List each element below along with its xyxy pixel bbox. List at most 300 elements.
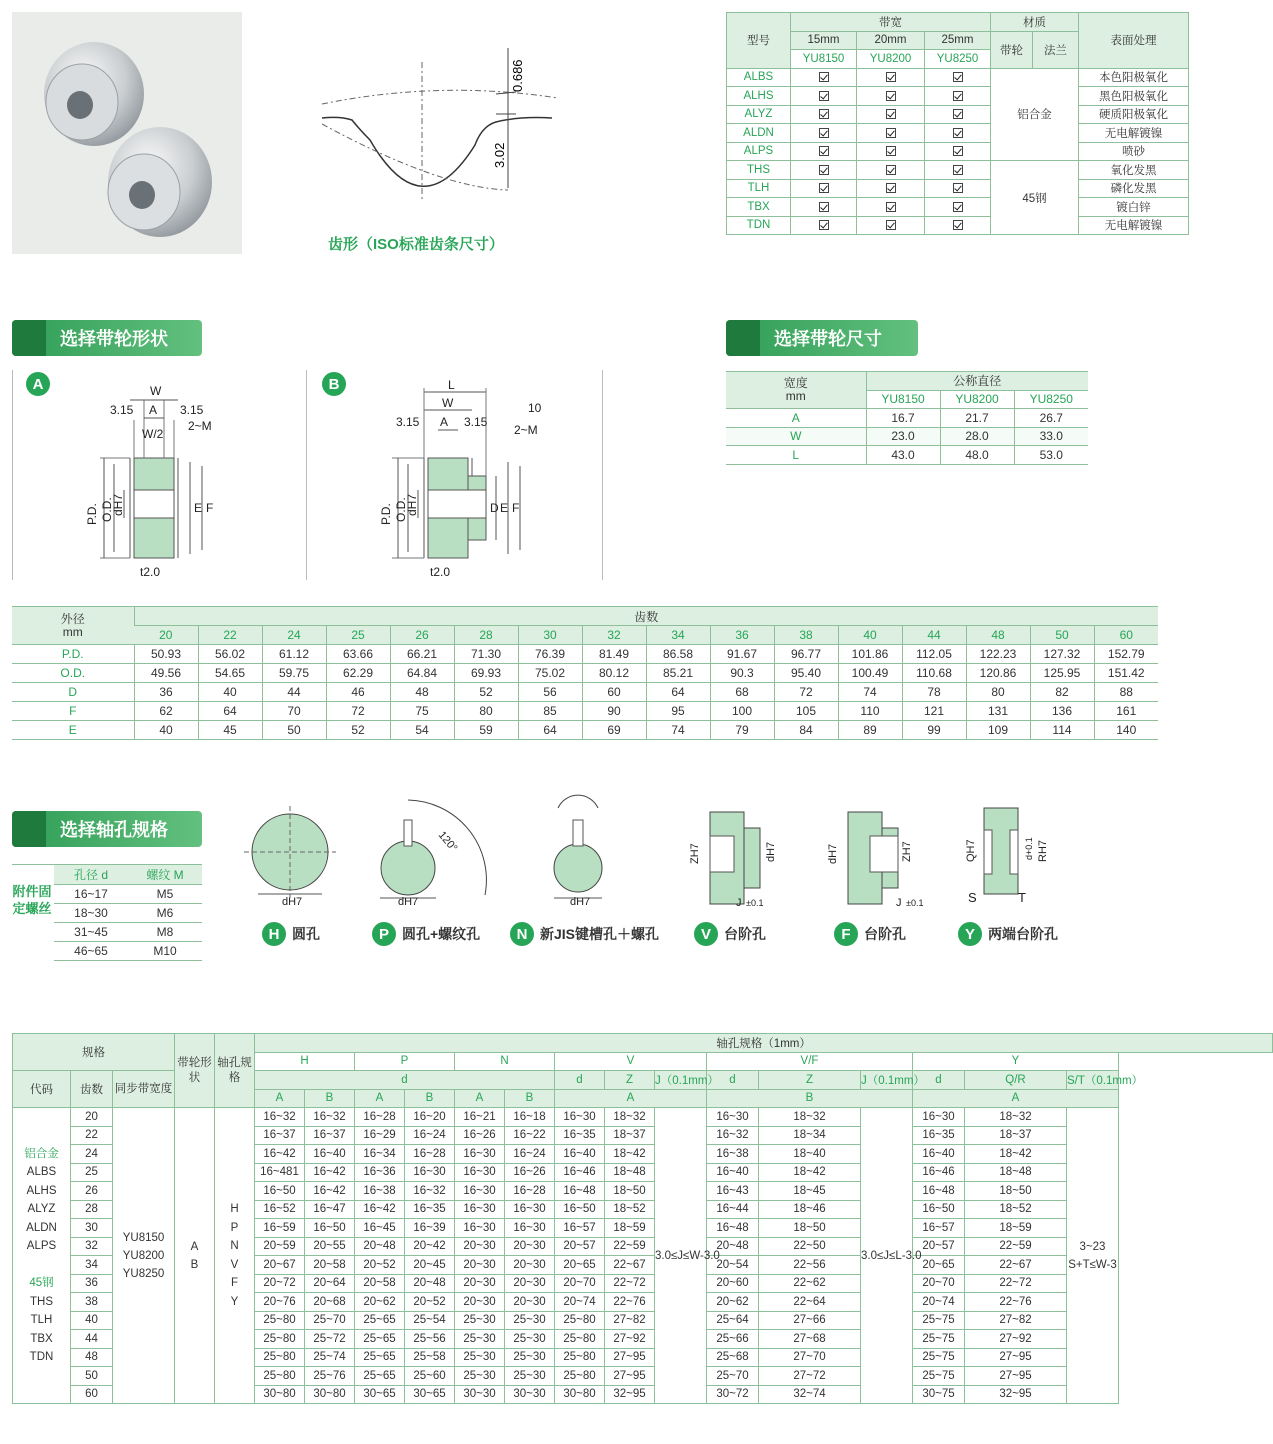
- spec-d-value: 20~72: [255, 1274, 305, 1293]
- spec-d-value: 25~80: [255, 1311, 305, 1330]
- teeth-value: 64: [646, 683, 710, 702]
- spec-group: H: [255, 1052, 355, 1071]
- spec-f-d: 16~40: [707, 1163, 759, 1182]
- size-th-width: [726, 372, 866, 409]
- teeth-value: 91.67: [710, 645, 774, 664]
- bolt-side-text: 附件固定螺丝: [12, 884, 52, 916]
- spec-th-z: Z: [759, 1071, 861, 1090]
- spec-y-d: 16~30: [913, 1108, 965, 1127]
- tooth-caption: 齿形（ISO标准齿条尺寸）: [328, 236, 504, 253]
- material-model: THS: [727, 161, 791, 180]
- spec-d-value: 25~30: [505, 1367, 555, 1386]
- bore-f-zh7: ZH7: [901, 841, 913, 862]
- spec-f-d: 20~62: [707, 1293, 759, 1312]
- spec-y-d: 20~57: [913, 1237, 965, 1256]
- dim-b-w: W: [442, 396, 454, 410]
- material-model: ALDN: [727, 124, 791, 143]
- teeth-value: 74: [646, 721, 710, 740]
- teeth-value: 56: [518, 683, 582, 702]
- material-check: [857, 124, 925, 143]
- bolt-row: [54, 903, 202, 922]
- spec-v-d: 16~40: [555, 1145, 605, 1164]
- teeth-value: 82: [1030, 683, 1094, 702]
- spec-v-z: 22~76: [605, 1293, 655, 1312]
- spec-f-d: 25~66: [707, 1330, 759, 1349]
- spec-d-value: 25~56: [405, 1330, 455, 1349]
- section-shape-label: 选择带轮形状: [60, 329, 168, 349]
- material-row: [727, 124, 1189, 143]
- bore-y-dd1: d+0.1: [1024, 837, 1034, 860]
- bolt-th-thread: 螺纹 M: [128, 865, 202, 884]
- spec-th-shape-ab: B: [305, 1089, 355, 1108]
- spec-th-group-shape: A: [913, 1089, 1119, 1108]
- tooth-profile-diagram: [300, 40, 560, 210]
- th-width-25: 25mm: [925, 31, 991, 50]
- spec-d-value: 20~68: [305, 1293, 355, 1312]
- spec-th-d: d: [913, 1071, 965, 1090]
- spec-d-value: 20~30: [505, 1237, 555, 1256]
- size-row: [726, 427, 1088, 446]
- spec-group: N: [455, 1052, 555, 1071]
- size-th-code-8250: YU8250: [1014, 390, 1088, 409]
- spec-code-line: 铝合金: [24, 1147, 59, 1160]
- teeth-value: 152.79: [1094, 645, 1158, 664]
- material-check: [925, 68, 991, 87]
- spec-v-z: 27~95: [605, 1348, 655, 1367]
- material-model: ALBS: [727, 68, 791, 87]
- dim-b-od: O.D.: [394, 497, 408, 522]
- dim-a-f: F: [206, 501, 214, 515]
- th-width-15: 15mm: [791, 31, 857, 50]
- th-model: 型号: [727, 13, 791, 69]
- spec-d-value: 20~59: [255, 1237, 305, 1256]
- check-icon: [886, 72, 896, 82]
- spec-y-qr: 22~72: [965, 1274, 1067, 1293]
- spec-d-value: 20~30: [455, 1237, 505, 1256]
- material-steel: 45钢: [991, 161, 1079, 235]
- spec-code-line: TDN: [29, 1351, 54, 1363]
- spec-th-shape-ab: B: [505, 1089, 555, 1108]
- spec-d-value: 25~72: [305, 1330, 355, 1349]
- spec-d-value: 16~30: [455, 1200, 505, 1219]
- spec-y-qr: 18~59: [965, 1219, 1067, 1238]
- spec-group: P: [355, 1052, 455, 1071]
- section-bore-label: 选择轴孔规格: [60, 820, 168, 840]
- spec-f-d: 16~44: [707, 1200, 759, 1219]
- dim-a-2m: 2~M: [188, 419, 212, 433]
- check-icon: [953, 202, 963, 212]
- check-icon: [953, 109, 963, 119]
- spec-v-z: 18~32: [605, 1108, 655, 1127]
- teeth-row: [12, 683, 1158, 702]
- spec-v-d: 20~65: [555, 1256, 605, 1275]
- material-al: 铝合金: [991, 68, 1079, 161]
- spec-f-z: 32~74: [759, 1385, 861, 1404]
- spec-d-value: 25~65: [355, 1348, 405, 1367]
- spec-y-qr: 18~37: [965, 1126, 1067, 1145]
- check-icon: [819, 109, 829, 119]
- spec-bore-line: Y: [230, 1295, 239, 1308]
- spec-y-qr: 18~32: [965, 1108, 1067, 1127]
- spec-d-value: 16~481: [255, 1163, 305, 1182]
- spec-f-d: 16~48: [707, 1219, 759, 1238]
- spec-th-shape-ab: A: [355, 1089, 405, 1108]
- th-pulley: 带轮: [991, 31, 1033, 68]
- spec-y-d: 25~75: [913, 1330, 965, 1349]
- dim-b-dh7: dH7: [405, 493, 419, 516]
- spec-bore-cell: [215, 1108, 255, 1404]
- teeth-value: 85: [518, 702, 582, 721]
- spec-f-z: 18~50: [759, 1219, 861, 1238]
- spec-teeth: 20: [71, 1108, 113, 1127]
- spec-y-d: 20~65: [913, 1256, 965, 1275]
- material-surface: 磷化发黑: [1079, 179, 1189, 198]
- material-check: [925, 216, 991, 235]
- bore-type-label: 两端台阶孔: [988, 926, 1058, 942]
- spec-y-d: 20~70: [913, 1274, 965, 1293]
- spec-d-value: 16~50: [305, 1219, 355, 1238]
- size-th-code-8200: YU8200: [940, 390, 1014, 409]
- teeth-row-label: E: [12, 721, 134, 740]
- spec-y-qr: 27~92: [965, 1330, 1067, 1349]
- spec-f-z: 27~70: [759, 1348, 861, 1367]
- th-material: 材质: [991, 13, 1079, 32]
- bore-n-dh7: dH7: [570, 896, 591, 908]
- teeth-value: 68: [710, 683, 774, 702]
- bore-type-label: 圆孔+螺纹孔: [402, 926, 481, 942]
- teeth-value: 45: [198, 721, 262, 740]
- teeth-count: 38: [774, 626, 838, 645]
- size-th-code-8150: YU8150: [866, 390, 940, 409]
- bore-p-dh7: dH7: [398, 896, 419, 908]
- spec-d-value: 30~65: [355, 1385, 405, 1404]
- dim-b-f: F: [512, 501, 520, 515]
- material-check: [857, 161, 925, 180]
- teeth-value: 48: [390, 683, 454, 702]
- bore-type-v: [694, 922, 766, 946]
- spec-d-value: 16~42: [355, 1200, 405, 1219]
- dim-a-t2: t2.0: [140, 565, 161, 579]
- teeth-value: 161: [1094, 702, 1158, 721]
- teeth-count: 24: [262, 626, 326, 645]
- spec-th-group-shape: B: [707, 1089, 913, 1108]
- bolt-thread: M6: [128, 903, 202, 922]
- teeth-value: 90: [582, 702, 646, 721]
- spec-d-value: 16~47: [305, 1200, 355, 1219]
- dim-a-315-right: 3.15: [180, 403, 204, 417]
- spec-d-value: 16~30: [505, 1200, 555, 1219]
- spec-teeth: 22: [71, 1126, 113, 1145]
- spec-v-z: 18~37: [605, 1126, 655, 1145]
- spec-d-value: 16~59: [255, 1219, 305, 1238]
- spec-teeth: 25: [71, 1163, 113, 1182]
- spec-d-value: 20~55: [305, 1237, 355, 1256]
- spec-d-value: 25~30: [505, 1311, 555, 1330]
- size-value: 43.0: [866, 446, 940, 465]
- material-check: [925, 179, 991, 198]
- spec-f-d: 16~38: [707, 1145, 759, 1164]
- bolt-thread: M10: [128, 941, 202, 960]
- material-check: [857, 142, 925, 161]
- size-table: [726, 371, 1088, 465]
- spec-th-j: J（0.1mm）: [655, 1071, 707, 1090]
- shape-a-divider: [12, 370, 13, 580]
- spec-d-value: 16~32: [405, 1182, 455, 1201]
- teeth-th-count: 齿数: [134, 607, 1158, 626]
- spec-d-value: 25~74: [305, 1348, 355, 1367]
- spec-d-value: 20~58: [305, 1256, 355, 1275]
- spec-bore-line: N: [230, 1240, 239, 1252]
- teeth-value: 75: [390, 702, 454, 721]
- spec-code-line: TLH: [30, 1314, 53, 1326]
- teeth-value: 62: [134, 702, 198, 721]
- spec-f-z: 18~46: [759, 1200, 861, 1219]
- material-surface: 黑色阳极氧化: [1079, 87, 1189, 106]
- bore-type-n: [510, 922, 659, 946]
- spec-th-shape-ab: A: [455, 1089, 505, 1108]
- teeth-value: 56.02: [198, 645, 262, 664]
- spec-teeth: 36: [71, 1274, 113, 1293]
- spec-y-qr: 22~59: [965, 1237, 1067, 1256]
- pulley-illustration: [12, 12, 242, 254]
- spec-d-value: 20~52: [405, 1293, 455, 1312]
- bolt-bore: 16~17: [54, 884, 128, 903]
- dim-a-dh7: dH7: [111, 493, 125, 516]
- spec-teeth: 60: [71, 1385, 113, 1404]
- teeth-th-od: [12, 607, 134, 645]
- teeth-value: 86.58: [646, 645, 710, 664]
- size-value: 23.0: [866, 427, 940, 446]
- spec-d-value: 20~67: [255, 1256, 305, 1275]
- material-check: [791, 124, 857, 143]
- spec-f-z: 18~32: [759, 1108, 861, 1127]
- spec-teeth: 32: [71, 1237, 113, 1256]
- teeth-count: 32: [582, 626, 646, 645]
- spec-v-d: 16~57: [555, 1219, 605, 1238]
- check-icon: [819, 72, 829, 82]
- size-th-width-text: 宽度: [783, 376, 808, 390]
- teeth-value: 88: [1094, 683, 1158, 702]
- teeth-count: 25: [326, 626, 390, 645]
- spec-shape-line: A: [190, 1240, 199, 1253]
- teeth-count: 20: [134, 626, 198, 645]
- spec-th-d: d: [707, 1071, 759, 1090]
- spec-d-value: 25~70: [305, 1311, 355, 1330]
- spec-d-value: 16~28: [355, 1108, 405, 1127]
- material-model: ALPS: [727, 142, 791, 161]
- teeth-value: 66.21: [390, 645, 454, 664]
- spec-code-line: ALDN: [26, 1221, 57, 1234]
- spec-v-d: 16~46: [555, 1163, 605, 1182]
- spec-y-rule: [1067, 1108, 1119, 1404]
- size-label: W: [726, 427, 866, 446]
- shape-b-divider: [602, 370, 603, 580]
- bore-type-badge: F: [834, 922, 858, 946]
- material-model: ALYZ: [727, 105, 791, 124]
- spec-y-rule-2: S+T≤W-3: [1068, 1258, 1117, 1271]
- section-shape-title: [12, 320, 202, 356]
- spec-f-d: 16~43: [707, 1182, 759, 1201]
- dim-a-315-left: 3.15: [110, 403, 134, 417]
- teeth-value: 69: [582, 721, 646, 740]
- spec-d-value: 16~21: [455, 1108, 505, 1127]
- spec-d-value: 25~65: [355, 1367, 405, 1386]
- dim-b-e: E: [500, 501, 509, 515]
- spec-d-value: 16~30: [455, 1163, 505, 1182]
- material-model: TLH: [727, 179, 791, 198]
- teeth-value: 85.21: [646, 664, 710, 683]
- teeth-value: 62.29: [326, 664, 390, 683]
- spec-d-value: 30~30: [505, 1385, 555, 1404]
- spec-d-value: 20~42: [405, 1237, 455, 1256]
- dim-b-l: L: [448, 378, 455, 392]
- check-icon: [953, 72, 963, 82]
- spec-teeth: 40: [71, 1311, 113, 1330]
- spec-d-value: 20~62: [355, 1293, 405, 1312]
- spec-v-z: 18~50: [605, 1182, 655, 1201]
- spec-f-d: 30~72: [707, 1385, 759, 1404]
- bolt-row: [54, 884, 202, 903]
- spec-v-z: 18~59: [605, 1219, 655, 1238]
- teeth-value: 64.84: [390, 664, 454, 683]
- spec-d-value: 16~42: [255, 1145, 305, 1164]
- bore-type-badge: H: [262, 922, 286, 946]
- spec-v-z: 32~95: [605, 1385, 655, 1404]
- bore-type-h: [262, 922, 320, 946]
- spec-teeth: 34: [71, 1256, 113, 1275]
- th-code-8200: YU8200: [857, 50, 925, 69]
- spec-th-sync-text: 同步带宽度: [114, 1083, 173, 1095]
- spec-v-d: 20~74: [555, 1293, 605, 1312]
- teeth-row-label: O.D.: [12, 664, 134, 683]
- teeth-value: 114: [1030, 721, 1094, 740]
- material-check: [791, 105, 857, 124]
- spec-v-z: 27~82: [605, 1311, 655, 1330]
- bolt-table: [54, 865, 202, 961]
- spec-th-sync: [113, 1071, 175, 1108]
- teeth-value: 80: [454, 702, 518, 721]
- teeth-table: [12, 606, 1158, 740]
- spec-code-line: 45钢: [29, 1277, 54, 1289]
- spec-d-value: 20~64: [305, 1274, 355, 1293]
- spec-f-z: 27~72: [759, 1367, 861, 1386]
- spec-d-value: 16~24: [405, 1126, 455, 1145]
- bore-y-s: S: [968, 890, 977, 905]
- bore-y-t: T: [1018, 890, 1026, 905]
- material-check: [791, 161, 857, 180]
- spec-f-d: 20~54: [707, 1256, 759, 1275]
- dim-302: 3.02: [492, 142, 507, 168]
- spec-d-value: 16~20: [405, 1108, 455, 1127]
- spec-d-value: 25~30: [455, 1367, 505, 1386]
- material-model: TDN: [727, 216, 791, 235]
- spec-d-value: 25~30: [505, 1330, 555, 1349]
- spec-f-z: 18~42: [759, 1163, 861, 1182]
- check-icon: [886, 146, 896, 156]
- spec-d-value: 16~26: [505, 1163, 555, 1182]
- shape-a-badge: A: [26, 372, 50, 396]
- dim-0686: 0.686: [510, 59, 525, 92]
- material-check: [925, 124, 991, 143]
- spec-d-value: 16~42: [305, 1163, 355, 1182]
- spec-shape-cell: [175, 1108, 215, 1404]
- teeth-row: [12, 664, 1158, 683]
- teeth-value: 63.66: [326, 645, 390, 664]
- teeth-count: 30: [518, 626, 582, 645]
- spec-y-d: 16~40: [913, 1145, 965, 1164]
- th-flange: 法兰: [1033, 31, 1079, 68]
- spec-th-shape-ab: B: [405, 1089, 455, 1108]
- teeth-value: 44: [262, 683, 326, 702]
- spec-th-teeth: 齿数: [71, 1071, 113, 1108]
- teeth-value: 127.32: [1030, 645, 1094, 664]
- spec-y-d: 25~75: [913, 1367, 965, 1386]
- spec-y-qr: 32~95: [965, 1385, 1067, 1404]
- size-label: L: [726, 446, 866, 465]
- teeth-count: 60: [1094, 626, 1158, 645]
- material-row: [727, 142, 1189, 161]
- spec-v-z: 27~95: [605, 1367, 655, 1386]
- teeth-count: 48: [966, 626, 1030, 645]
- spec-d-value: 16~34: [355, 1145, 405, 1164]
- bolt-side-label: [12, 883, 52, 917]
- spec-th-d: d: [255, 1071, 555, 1090]
- spec-f-z: 18~34: [759, 1126, 861, 1145]
- spec-d-value: 16~37: [305, 1126, 355, 1145]
- spec-teeth: 24: [71, 1145, 113, 1164]
- bolt-th-bore: 孔径 d: [54, 865, 128, 884]
- spec-d-value: 25~30: [505, 1348, 555, 1367]
- spec-d-value: 16~50: [255, 1182, 305, 1201]
- spec-th-j: J（0.1mm）: [861, 1071, 913, 1090]
- spec-d-value: 16~39: [405, 1219, 455, 1238]
- teeth-value: 80: [966, 683, 1030, 702]
- spec-code-line: ALPS: [26, 1240, 57, 1252]
- material-check: [791, 216, 857, 235]
- spec-d-value: 16~37: [255, 1126, 305, 1145]
- bore-f-j: J: [896, 897, 902, 909]
- size-value: 21.7: [940, 409, 1014, 428]
- spec-d-value: 30~65: [405, 1385, 455, 1404]
- teeth-value: 49.56: [134, 664, 198, 683]
- spec-v-d: 16~35: [555, 1126, 605, 1145]
- teeth-value: 74: [838, 683, 902, 702]
- teeth-value: 59.75: [262, 664, 326, 683]
- spec-d-value: 16~18: [505, 1108, 555, 1127]
- teeth-value: 89: [838, 721, 902, 740]
- spec-d-value: 25~54: [405, 1311, 455, 1330]
- spec-th-d: d: [555, 1071, 605, 1090]
- spec-d-value: 20~48: [355, 1237, 405, 1256]
- check-icon: [886, 109, 896, 119]
- spec-code-cell: [13, 1108, 71, 1404]
- material-check: [857, 105, 925, 124]
- teeth-row-label: F: [12, 702, 134, 721]
- bore-type-label: 圆孔: [292, 926, 320, 942]
- spec-v-z: 18~42: [605, 1145, 655, 1164]
- spec-y-d: 30~75: [913, 1385, 965, 1404]
- material-check: [857, 179, 925, 198]
- spec-y-qr: 27~82: [965, 1311, 1067, 1330]
- spec-d-value: 16~30: [505, 1219, 555, 1238]
- teeth-value: 125.95: [1030, 664, 1094, 683]
- material-model: ALHS: [727, 87, 791, 106]
- spec-d-value: 16~42: [305, 1182, 355, 1201]
- teeth-row: [12, 721, 1158, 740]
- material-check: [857, 68, 925, 87]
- dim-b-10: 10: [528, 401, 542, 415]
- spec-d-value: 25~30: [455, 1330, 505, 1349]
